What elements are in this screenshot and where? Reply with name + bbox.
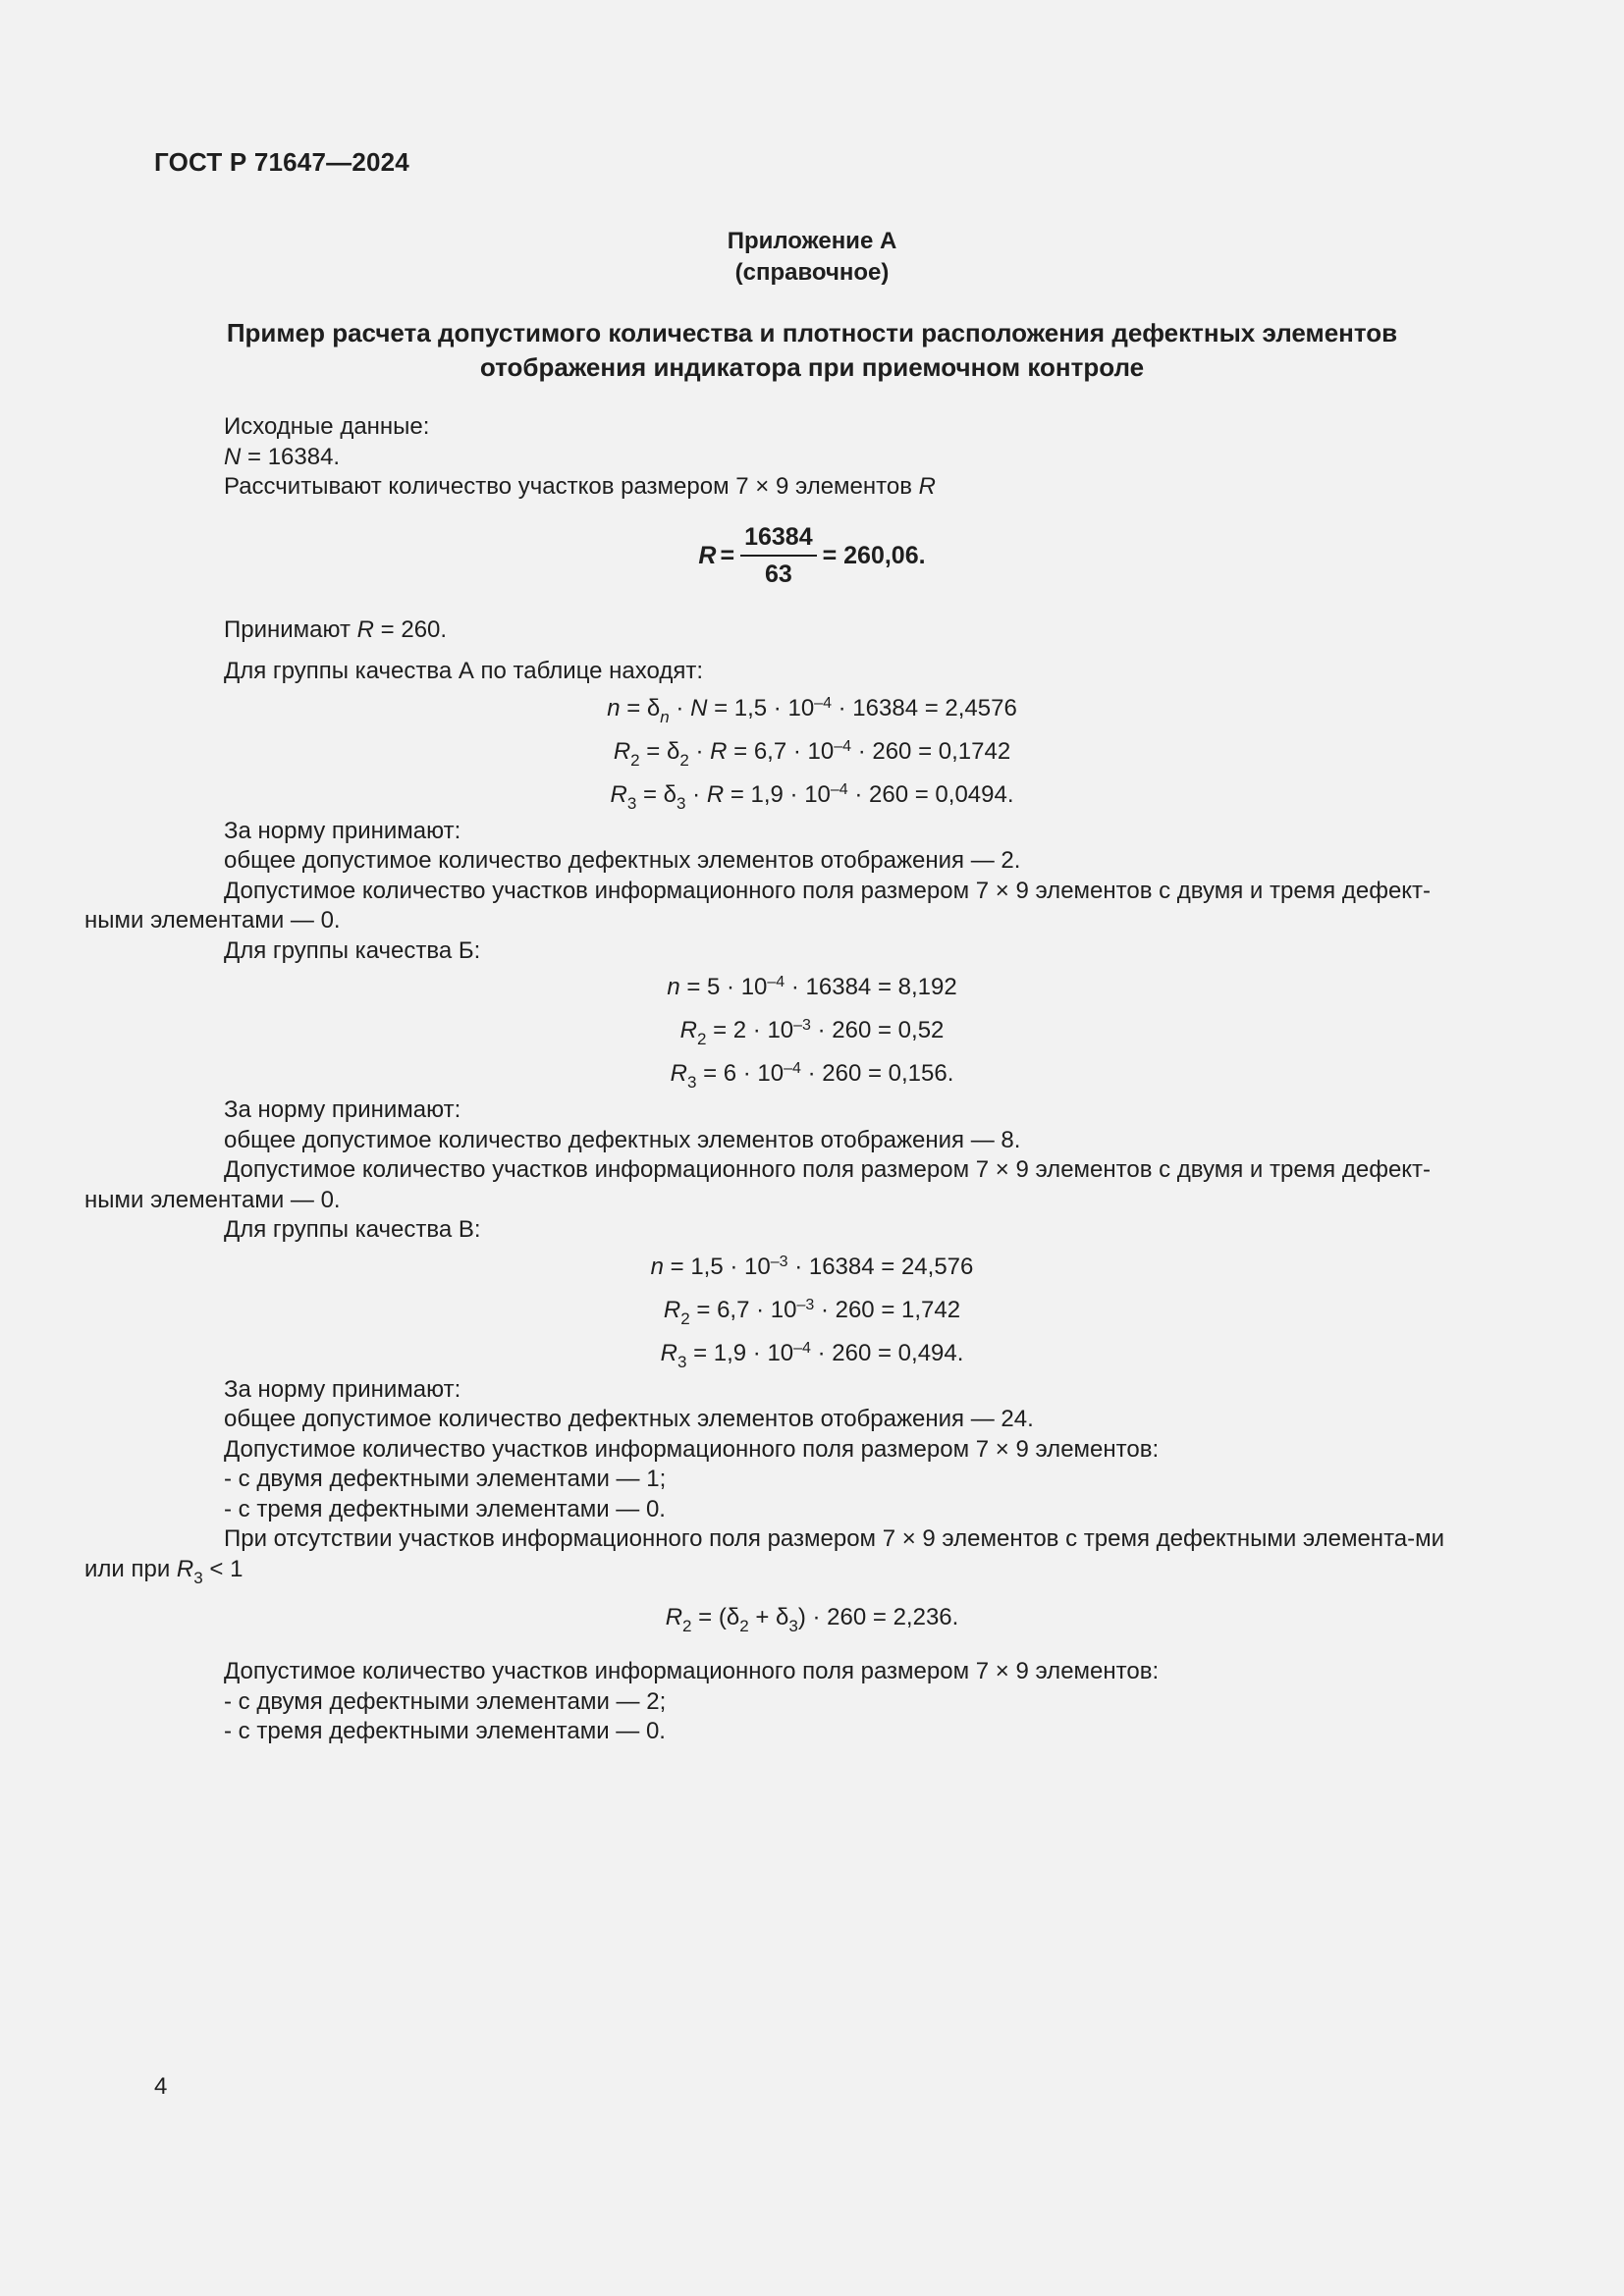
accept-value: = 260.: [374, 615, 448, 643]
accept-prefix: Принимают: [224, 615, 357, 643]
f-var: R: [670, 1060, 687, 1087]
group-v-absence: [84, 1524, 1470, 1587]
f-rest: = 6 · 10: [696, 1060, 785, 1087]
f-rest: = 1,9 · 10: [686, 1339, 794, 1366]
group-v-two-2: - с двумя дефектными элементами — 2;: [224, 1687, 667, 1715]
f-exp: –4: [767, 974, 785, 990]
document-code: ГОСТ Р 71647—2024: [154, 147, 409, 177]
f-var: n: [650, 1253, 664, 1280]
group-a-norm: За норму принимают:: [224, 817, 461, 844]
f-d1: 2: [739, 1617, 749, 1635]
formula-eq: =: [720, 541, 735, 569]
source-data-label: Исходные данные:: [224, 413, 430, 440]
f-dsub: 3: [677, 793, 686, 813]
f-var: R: [610, 780, 627, 808]
group-b-norm: За норму принимают:: [224, 1096, 461, 1123]
group-v-formula-r2-sum: [154, 1596, 1470, 1639]
f-dot: ·: [688, 737, 711, 765]
f-eq: = δ: [639, 737, 680, 765]
formula-lhs: R: [698, 541, 717, 569]
absence-tail: < 1: [202, 1555, 244, 1582]
f-var: R: [613, 737, 631, 765]
f-sub: 3: [686, 1073, 697, 1092]
f-tail: · 16384 = 8,192: [785, 974, 957, 1000]
f-var2: N: [690, 694, 708, 721]
f-tail: · 260 = 0,0494.: [847, 780, 1014, 808]
f-dot: ·: [685, 780, 707, 808]
group-v-formula-r3: [154, 1332, 1470, 1375]
f-exp: –4: [784, 1060, 801, 1077]
group-v-intro: Для группы качества В:: [224, 1216, 481, 1243]
f-sub: 3: [626, 793, 637, 813]
f-var2: R: [710, 737, 728, 765]
f-sub: 2: [682, 1617, 692, 1635]
f-sub: n: [660, 707, 670, 726]
fraction: [740, 522, 817, 590]
f-var: R: [665, 1604, 683, 1630]
f-plus: + δ: [748, 1604, 789, 1630]
group-a-formula-n: [154, 687, 1470, 730]
group-b-formula-r3: [154, 1052, 1470, 1095]
annex-kind: (справочное): [734, 259, 890, 286]
group-v-formula-n: [154, 1246, 1470, 1289]
f-exp: –4: [793, 1339, 811, 1357]
f-dsub: 2: [679, 750, 689, 770]
group-a-intro: Для группы качества А по таблице находят:: [224, 658, 703, 684]
f-tail: · 16384 = 24,576: [787, 1253, 974, 1280]
f-tail: · 260 = 0,1742: [851, 737, 1011, 765]
group-v-two: - с двумя дефектными элементами — 1;: [224, 1466, 667, 1492]
f-tail: · 260 = 0,52: [810, 1017, 945, 1043]
f-exp: –4: [830, 780, 848, 798]
group-b-total: общее допустимое количество дефектных элементов отображения — 8.: [224, 1126, 1021, 1153]
group-b-formula-r2: [154, 1009, 1470, 1052]
group-v-allowed: Допустимое количество участков информационного поля размером 7 × 9 элементов:: [224, 1435, 1160, 1463]
f-tail: · 260 = 1,742: [814, 1296, 961, 1323]
f-exp: –3: [770, 1253, 788, 1270]
f-rest: = 1,5 · 10: [707, 694, 815, 721]
group-b-intro: Для группы качества Б:: [224, 936, 481, 964]
f-sub: 2: [630, 750, 640, 770]
f-exp: –3: [796, 1296, 815, 1313]
group-v-three: - с тремя дефектными элементами — 0.: [224, 1495, 666, 1522]
calc-text-body: Рассчитывают количество участков размером 7 × 9 элементов: [224, 473, 919, 500]
f-tail: · 260 = 0,494.: [810, 1339, 964, 1366]
group-a-formula-r2: [154, 730, 1470, 774]
annex-heading: [0, 226, 1624, 289]
page-number: 4: [154, 2073, 168, 2100]
f-rest: = 1,5 · 10: [663, 1253, 771, 1280]
annex-title: Приложение А: [727, 228, 897, 254]
document-body: [84, 412, 1470, 1747]
f-rest: = 1,9 · 10: [724, 780, 831, 808]
f-var: n: [667, 974, 680, 1000]
f-exp: –4: [814, 694, 832, 712]
absence-text: При отсутствии участков информационного поля размером 7 × 9 элементов с тремя дефектными элемента-ми или при: [84, 1525, 1445, 1582]
fraction-numerator: 16384: [740, 522, 817, 558]
group-v-norm: За норму принимают:: [224, 1375, 461, 1403]
group-b-allowed: Допустимое количество участков информационного поля размером 7 × 9 элементов с двумя и тремя дефект-ными элементами — 0.: [84, 1156, 1432, 1213]
calc-text: [154, 472, 1470, 503]
group-b-formula-n: [154, 966, 1470, 1009]
accept-line: [154, 615, 1470, 646]
group-v-formula-r2: [154, 1289, 1470, 1332]
title-line-1: Пример расчета допустимого количества и плотности расположения дефектных элементов: [226, 318, 1398, 347]
n-value: = 16384.: [241, 443, 341, 470]
f-d2: 3: [788, 1617, 798, 1635]
f-var: R: [660, 1339, 677, 1366]
f-var: R: [663, 1296, 681, 1323]
n-variable: N: [224, 443, 242, 470]
f-dot: ·: [669, 694, 691, 721]
f-exp: –4: [834, 737, 852, 755]
f-var: n: [607, 694, 621, 721]
group-v-allowed-2: Допустимое количество участков информационного поля размером 7 × 9 элементов:: [224, 1658, 1160, 1684]
f-sub: 2: [680, 1308, 690, 1328]
f-rest: = 6,7 · 10: [727, 737, 835, 765]
group-a-formula-r3: [154, 774, 1470, 817]
absence-sub: 3: [193, 1568, 203, 1587]
f-eq: = δ: [620, 694, 661, 721]
f-var: R: [679, 1017, 697, 1043]
group-a-allowed: Допустимое количество участков информационного поля размером 7 × 9 элементов с двумя и тремя дефект-ными элементами — 0.: [84, 877, 1432, 934]
f-var2: R: [706, 780, 725, 808]
f-rest: = 5 · 10: [679, 974, 768, 1000]
f-eq: = δ: [636, 780, 677, 808]
group-v-three-2: - с тремя дефектными элементами — 0.: [224, 1718, 666, 1744]
f-exp: –3: [793, 1017, 811, 1034]
title-line-2: отображения индикатора при приемочном контроле: [479, 352, 1145, 382]
group-a-total: общее допустимое количество дефектных элементов отображения — 2.: [224, 847, 1021, 874]
formula-rhs: = 260,06.: [822, 541, 926, 569]
f-tail: ) · 260 = 2,236.: [797, 1604, 959, 1630]
f-tail: · 260 = 0,156.: [800, 1060, 954, 1087]
page-title: [147, 316, 1477, 385]
f-tail: · 16384 = 2,4576: [831, 694, 1017, 721]
group-v-total: общее допустимое количество дефектных элементов отображения — 24.: [224, 1406, 1034, 1432]
r-variable: R: [918, 473, 936, 500]
f-rest: = 6,7 · 10: [689, 1296, 797, 1323]
f-mid: = (δ: [691, 1604, 740, 1630]
f-sub: 3: [677, 1352, 687, 1371]
accept-var: R: [356, 615, 374, 643]
n-value-line: [154, 443, 1470, 473]
f-rest: = 2 · 10: [706, 1017, 794, 1043]
fraction-denominator: 63: [764, 561, 792, 588]
main-formula: [154, 503, 1470, 615]
absence-var: R: [176, 1555, 194, 1582]
f-sub: 2: [696, 1030, 707, 1048]
